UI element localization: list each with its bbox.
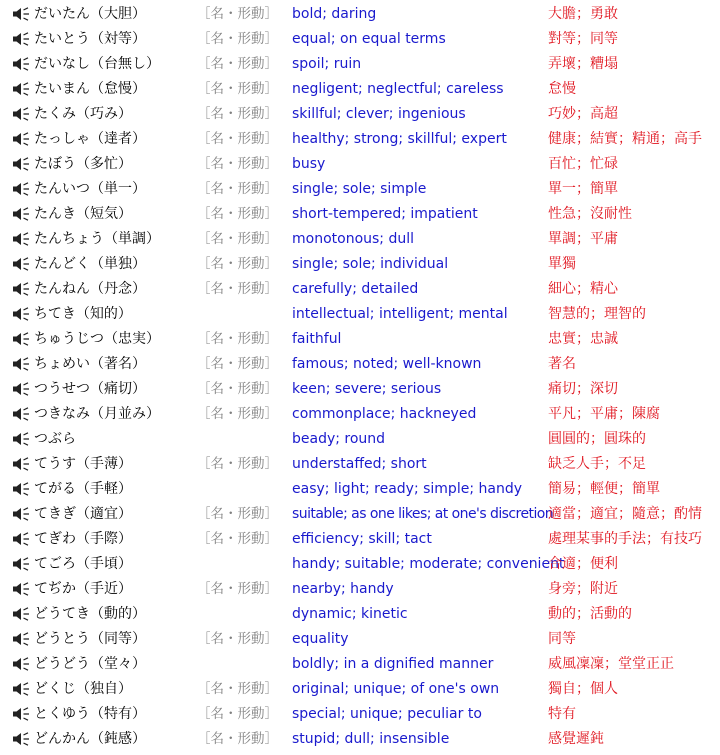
japanese-word: つぶら bbox=[34, 431, 76, 447]
english-meaning: faithful bbox=[292, 331, 342, 347]
chinese-meaning: 痛切；深切 bbox=[548, 381, 618, 397]
japanese-word: てぎわ（手際） bbox=[34, 531, 132, 547]
english-meaning: handy; suitable; moderate; convenient bbox=[292, 556, 565, 572]
part-of-speech: ［名・形動］ bbox=[197, 456, 278, 472]
chinese-meaning: 忠實；忠誠 bbox=[548, 331, 618, 347]
part-of-speech: ［名・形動］ bbox=[197, 156, 278, 172]
chinese-meaning: 身旁；附近 bbox=[548, 581, 618, 597]
vocab-row bbox=[0, 402, 720, 427]
speaker-icon[interactable] bbox=[12, 282, 30, 296]
chinese-meaning: 對等；同等 bbox=[548, 31, 618, 47]
part-of-speech: ［名・形動］ bbox=[197, 81, 278, 97]
vocab-row bbox=[0, 352, 720, 377]
english-meaning: healthy; strong; skillful; expert bbox=[292, 131, 507, 147]
part-of-speech: ［名・形動］ bbox=[197, 581, 278, 597]
speaker-icon[interactable] bbox=[12, 607, 30, 621]
vocab-row bbox=[0, 327, 720, 352]
japanese-word: てごろ（手頃） bbox=[34, 556, 132, 572]
english-meaning: stupid; dull; insensible bbox=[292, 731, 450, 747]
speaker-icon[interactable] bbox=[12, 707, 30, 721]
english-meaning: easy; light; ready; simple; handy bbox=[292, 481, 522, 497]
speaker-icon[interactable] bbox=[12, 632, 30, 646]
japanese-word: どくじ（独自） bbox=[34, 681, 132, 697]
english-meaning: equality bbox=[292, 631, 349, 647]
vocab-row bbox=[0, 27, 720, 52]
vocabulary-list bbox=[0, 2, 720, 752]
english-meaning: intellectual; intelligent; mental bbox=[292, 306, 508, 322]
part-of-speech: ［名・形動］ bbox=[197, 31, 278, 47]
english-meaning: suitable; as one likes; at one's discretion bbox=[292, 506, 554, 522]
chinese-meaning: 大膽；勇敢 bbox=[548, 6, 618, 22]
chinese-meaning: 缺乏人手；不足 bbox=[548, 456, 646, 472]
japanese-word: どうてき（動的） bbox=[34, 606, 146, 622]
english-meaning: skillful; clever; ingenious bbox=[292, 106, 466, 122]
english-meaning: short-tempered; impatient bbox=[292, 206, 478, 222]
japanese-word: たいまん（怠慢） bbox=[34, 81, 146, 97]
vocab-row bbox=[0, 627, 720, 652]
part-of-speech: ［名・形動］ bbox=[197, 106, 278, 122]
chinese-meaning: 適當；適宜；隨意；酌情 bbox=[548, 506, 702, 522]
chinese-meaning: 單調；平庸 bbox=[548, 231, 618, 247]
chinese-meaning: 圓圓的；圓珠的 bbox=[548, 431, 646, 447]
japanese-word: だいなし（台無し） bbox=[34, 56, 160, 72]
vocab-row bbox=[0, 477, 720, 502]
part-of-speech: ［名・形動］ bbox=[197, 206, 278, 222]
vocab-row bbox=[0, 252, 720, 277]
speaker-icon[interactable] bbox=[12, 732, 30, 746]
vocab-row bbox=[0, 452, 720, 477]
speaker-icon[interactable] bbox=[12, 482, 30, 496]
part-of-speech: ［名・形動］ bbox=[197, 381, 278, 397]
english-meaning: single; sole; simple bbox=[292, 181, 427, 197]
chinese-meaning: 健康；結實；精通；高手 bbox=[548, 131, 702, 147]
part-of-speech: ［名・形動］ bbox=[197, 6, 278, 22]
chinese-meaning: 細心；精心 bbox=[548, 281, 618, 297]
speaker-icon[interactable] bbox=[12, 657, 30, 671]
part-of-speech: ［名・形動］ bbox=[197, 531, 278, 547]
english-meaning: dynamic; kinetic bbox=[292, 606, 408, 622]
japanese-word: たんねん（丹念） bbox=[34, 281, 146, 297]
english-meaning: boldly; in a dignified manner bbox=[292, 656, 494, 672]
speaker-icon[interactable] bbox=[12, 32, 30, 46]
japanese-word: たんどく（単独） bbox=[34, 256, 146, 272]
vocab-row bbox=[0, 52, 720, 77]
speaker-icon[interactable] bbox=[12, 232, 30, 246]
english-meaning: bold; daring bbox=[292, 6, 377, 22]
english-meaning: keen; severe; serious bbox=[292, 381, 442, 397]
english-meaning: special; unique; peculiar to bbox=[292, 706, 482, 722]
japanese-word: とくゆう（特有） bbox=[34, 706, 146, 722]
speaker-icon[interactable] bbox=[12, 407, 30, 421]
speaker-icon[interactable] bbox=[12, 357, 30, 371]
speaker-icon[interactable] bbox=[12, 107, 30, 121]
chinese-meaning: 巧妙；高超 bbox=[548, 106, 618, 122]
speaker-icon[interactable] bbox=[12, 507, 30, 521]
part-of-speech: ［名・形動］ bbox=[197, 706, 278, 722]
japanese-word: どうどう（堂々） bbox=[34, 656, 146, 672]
vocab-row bbox=[0, 602, 720, 627]
chinese-meaning: 獨自；個人 bbox=[548, 681, 618, 697]
vocab-row bbox=[0, 427, 720, 452]
japanese-word: たぼう（多忙） bbox=[34, 156, 132, 172]
japanese-word: てうす（手薄） bbox=[34, 456, 132, 472]
english-meaning: monotonous; dull bbox=[292, 231, 415, 247]
english-meaning: equal; on equal terms bbox=[292, 31, 446, 47]
japanese-word: どうとう（同等） bbox=[34, 631, 146, 647]
chinese-meaning: 特有 bbox=[548, 706, 576, 722]
vocab-row bbox=[0, 552, 720, 577]
speaker-icon[interactable] bbox=[12, 307, 30, 321]
part-of-speech: ［名・形動］ bbox=[197, 356, 278, 372]
japanese-word: たいとう（対等） bbox=[34, 31, 146, 47]
english-meaning: spoil; ruin bbox=[292, 56, 362, 72]
japanese-word: どんかん（鈍感） bbox=[34, 731, 146, 747]
speaker-icon[interactable] bbox=[12, 257, 30, 271]
chinese-meaning: 平凡；平庸；陳腐 bbox=[548, 406, 660, 422]
speaker-icon[interactable] bbox=[12, 682, 30, 696]
english-meaning: famous; noted; well-known bbox=[292, 356, 482, 372]
japanese-word: たっしゃ（達者） bbox=[34, 131, 146, 147]
english-meaning: efficiency; skill; tact bbox=[292, 531, 432, 547]
part-of-speech: ［名・形動］ bbox=[197, 56, 278, 72]
speaker-icon[interactable] bbox=[12, 557, 30, 571]
speaker-icon[interactable] bbox=[12, 7, 30, 21]
chinese-meaning: 單獨 bbox=[548, 256, 576, 272]
part-of-speech: ［名・形動］ bbox=[197, 506, 278, 522]
vocab-row bbox=[0, 677, 720, 702]
japanese-word: つきなみ（月並み） bbox=[34, 406, 160, 422]
speaker-icon[interactable] bbox=[12, 82, 30, 96]
speaker-icon[interactable] bbox=[12, 457, 30, 471]
part-of-speech: ［名・形動］ bbox=[197, 256, 278, 272]
chinese-meaning: 性急；沒耐性 bbox=[548, 206, 632, 222]
japanese-word: たくみ（巧み） bbox=[34, 106, 132, 122]
part-of-speech: ［名・形動］ bbox=[197, 181, 278, 197]
part-of-speech: ［名・形動］ bbox=[197, 406, 278, 422]
chinese-meaning: 弄壞；糟塌 bbox=[548, 56, 618, 72]
chinese-meaning: 百忙；忙碌 bbox=[548, 156, 618, 172]
japanese-word: つうせつ（痛切） bbox=[34, 381, 146, 397]
vocab-row bbox=[0, 77, 720, 102]
vocab-row bbox=[0, 577, 720, 602]
chinese-meaning: 智慧的；理智的 bbox=[548, 306, 646, 322]
japanese-word: だいたん（大胆） bbox=[34, 6, 146, 22]
speaker-icon[interactable] bbox=[12, 182, 30, 196]
chinese-meaning: 單一；簡單 bbox=[548, 181, 618, 197]
english-meaning: original; unique; of one's own bbox=[292, 681, 500, 697]
speaker-icon[interactable] bbox=[12, 207, 30, 221]
vocab-row bbox=[0, 227, 720, 252]
speaker-icon[interactable] bbox=[12, 57, 30, 71]
vocab-row bbox=[0, 377, 720, 402]
english-meaning: busy bbox=[292, 156, 326, 172]
vocab-row bbox=[0, 102, 720, 127]
vocab-row bbox=[0, 202, 720, 227]
chinese-meaning: 簡易；輕便；簡單 bbox=[548, 481, 660, 497]
chinese-meaning: 感覺遲鈍 bbox=[548, 731, 604, 747]
vocab-row bbox=[0, 502, 720, 527]
english-meaning: commonplace; hackneyed bbox=[292, 406, 477, 422]
speaker-icon[interactable] bbox=[12, 532, 30, 546]
part-of-speech: ［名・形動］ bbox=[197, 631, 278, 647]
chinese-meaning: 著名 bbox=[548, 356, 576, 372]
chinese-meaning: 合適；便利 bbox=[548, 556, 618, 572]
chinese-meaning: 威風凜凜；堂堂正正 bbox=[548, 656, 674, 672]
speaker-icon[interactable] bbox=[12, 332, 30, 346]
speaker-icon[interactable] bbox=[12, 382, 30, 396]
vocab-row bbox=[0, 2, 720, 27]
japanese-word: ちゅうじつ（忠実） bbox=[34, 331, 160, 347]
japanese-word: ちょめい（著名） bbox=[34, 356, 146, 372]
japanese-word: ちてき（知的） bbox=[34, 306, 132, 322]
japanese-word: たんき（短気） bbox=[34, 206, 132, 222]
vocab-row bbox=[0, 127, 720, 152]
chinese-meaning: 動的；活動的 bbox=[548, 606, 632, 622]
vocab-row bbox=[0, 652, 720, 677]
vocab-row bbox=[0, 702, 720, 727]
part-of-speech: ［名・形動］ bbox=[197, 731, 278, 747]
english-meaning: negligent; neglectful; careless bbox=[292, 81, 504, 97]
part-of-speech: ［名・形動］ bbox=[197, 331, 278, 347]
vocab-row bbox=[0, 177, 720, 202]
english-meaning: single; sole; individual bbox=[292, 256, 449, 272]
japanese-word: たんちょう（単調） bbox=[34, 231, 160, 247]
part-of-speech: ［名・形動］ bbox=[197, 681, 278, 697]
english-meaning: nearby; handy bbox=[292, 581, 394, 597]
japanese-word: てぢか（手近） bbox=[34, 581, 132, 597]
chinese-meaning: 處理某事的手法；有技巧 bbox=[548, 531, 702, 547]
vocab-row bbox=[0, 527, 720, 552]
vocab-row bbox=[0, 302, 720, 327]
japanese-word: てきぎ（適宜） bbox=[34, 506, 132, 522]
speaker-icon[interactable] bbox=[12, 582, 30, 596]
part-of-speech: ［名・形動］ bbox=[197, 231, 278, 247]
english-meaning: understaffed; short bbox=[292, 456, 427, 472]
speaker-icon[interactable] bbox=[12, 432, 30, 446]
speaker-icon[interactable] bbox=[12, 132, 30, 146]
chinese-meaning: 怠慢 bbox=[548, 81, 576, 97]
part-of-speech: ［名・形動］ bbox=[197, 281, 278, 297]
speaker-icon[interactable] bbox=[12, 157, 30, 171]
vocab-row bbox=[0, 277, 720, 302]
vocab-row bbox=[0, 152, 720, 177]
english-meaning: carefully; detailed bbox=[292, 281, 419, 297]
japanese-word: たんいつ（単一） bbox=[34, 181, 146, 197]
part-of-speech: ［名・形動］ bbox=[197, 131, 278, 147]
vocab-row bbox=[0, 727, 720, 752]
chinese-meaning: 同等 bbox=[548, 631, 576, 647]
english-meaning: beady; round bbox=[292, 431, 386, 447]
japanese-word: てがる（手軽） bbox=[34, 481, 132, 497]
